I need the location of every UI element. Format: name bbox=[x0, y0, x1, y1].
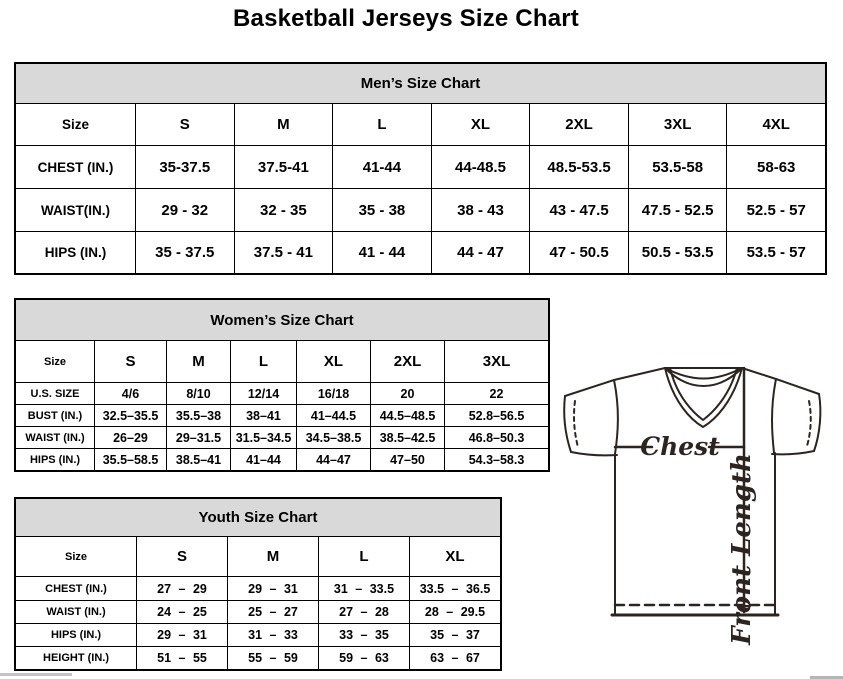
jersey-measurement-diagram bbox=[556, 354, 842, 654]
measurement-value-cell: 63 – 67 bbox=[410, 647, 500, 669]
measurement-value-cell: 47 - 50.5 bbox=[530, 232, 628, 273]
measurement-value-cell: 46.8–50.3 bbox=[445, 427, 548, 448]
measurement-value-cell: 44-48.5 bbox=[432, 146, 530, 188]
measurement-value-cell: 33.5 – 36.5 bbox=[410, 577, 500, 600]
measurement-value-cell: 32.5–35.5 bbox=[95, 405, 166, 426]
left-sleeve-stitch-dashed bbox=[574, 401, 578, 447]
measurement-value-cell: 29 – 31 bbox=[137, 624, 227, 646]
measurement-value-cell: 37.5 - 41 bbox=[235, 232, 333, 273]
measurement-value-cell: 58-63 bbox=[727, 146, 825, 188]
womens-table-grid bbox=[16, 341, 548, 470]
measurement-value-cell: 41-44 bbox=[333, 146, 431, 188]
size-column-header-cell: M bbox=[235, 104, 333, 145]
measurement-value-cell: 4/6 bbox=[95, 383, 166, 404]
page-title: Basketball Jerseys Size Chart bbox=[233, 5, 579, 32]
left-armhole-curve bbox=[614, 380, 618, 454]
womens-size-chart-table bbox=[14, 298, 550, 472]
collar-band-curve-2 bbox=[665, 368, 742, 386]
measurement-value-cell: 35.5–58.5 bbox=[95, 449, 166, 470]
size-column-header-cell: L bbox=[319, 537, 409, 576]
measurement-row-label-cell: HIPS (IN.) bbox=[16, 449, 94, 470]
measurement-value-cell: 34.5–38.5 bbox=[297, 427, 370, 448]
size-column-header-cell: 4XL bbox=[727, 104, 825, 145]
measurement-value-cell: 43 - 47.5 bbox=[530, 189, 628, 231]
measurement-value-cell: 8/10 bbox=[167, 383, 230, 404]
measurement-value-cell: 41–44.5 bbox=[297, 405, 370, 426]
measurement-value-cell: 26–29 bbox=[95, 427, 166, 448]
womens-table-header: Women’s Size Chart bbox=[16, 300, 548, 341]
measurement-value-cell: 47–50 bbox=[371, 449, 444, 470]
right-shoulder-line bbox=[742, 368, 819, 394]
size-column-header-cell: M bbox=[228, 537, 318, 576]
size-column-header-cell: S bbox=[137, 537, 227, 576]
measurement-value-cell: 20 bbox=[371, 383, 444, 404]
youth-size-chart-table bbox=[14, 497, 502, 671]
measurement-value-cell: 53.5-58 bbox=[629, 146, 727, 188]
measurement-value-cell: 29 - 32 bbox=[136, 189, 234, 231]
measurement-row-label-cell: WAIST (IN.) bbox=[16, 601, 136, 623]
measurement-row-label-cell: HIPS (IN.) bbox=[16, 232, 135, 273]
measurement-row-label-cell: U.S. SIZE bbox=[16, 383, 94, 404]
measurement-value-cell: 41–44 bbox=[231, 449, 296, 470]
measurement-value-cell: 22 bbox=[445, 383, 548, 404]
size-column-header-cell: S bbox=[95, 341, 166, 382]
measurement-value-cell: 28 – 29.5 bbox=[410, 601, 500, 623]
measurement-value-cell: 35 - 38 bbox=[333, 189, 431, 231]
measurement-value-cell: 27 – 28 bbox=[319, 601, 409, 623]
measurement-value-cell: 41 - 44 bbox=[333, 232, 431, 273]
measurement-value-cell: 37.5-41 bbox=[235, 146, 333, 188]
right-sleeve-stitch-dashed bbox=[807, 401, 811, 446]
measurement-value-cell: 12/14 bbox=[231, 383, 296, 404]
right-sleeve-outer-edge bbox=[814, 394, 820, 451]
size-column-header-cell: 3XL bbox=[629, 104, 727, 145]
measurement-value-cell: 38.5–41 bbox=[167, 449, 230, 470]
measurement-value-cell: 29–31.5 bbox=[167, 427, 230, 448]
measurement-row-label-cell: CHEST (IN.) bbox=[16, 146, 135, 188]
size-corner-cell: Size bbox=[16, 341, 94, 382]
youth-table-grid bbox=[16, 537, 500, 669]
measurement-value-cell: 24 – 25 bbox=[137, 601, 227, 623]
scrollbar-fragment-left[interactable] bbox=[0, 673, 72, 676]
measurement-row-label-cell: WAIST (IN.) bbox=[16, 427, 94, 448]
measurement-value-cell: 59 – 63 bbox=[319, 647, 409, 669]
right-armhole-curve bbox=[772, 379, 776, 453]
measurement-value-cell: 53.5 - 57 bbox=[727, 232, 825, 273]
size-corner-cell: Size bbox=[16, 537, 136, 576]
measurement-value-cell: 32 - 35 bbox=[235, 189, 333, 231]
measurement-value-cell: 31.5–34.5 bbox=[231, 427, 296, 448]
measurement-value-cell: 35.5–38 bbox=[167, 405, 230, 426]
measurement-value-cell: 33 – 35 bbox=[319, 624, 409, 646]
measurement-value-cell: 44–47 bbox=[297, 449, 370, 470]
size-column-header-cell: L bbox=[333, 104, 431, 145]
right-sleeve-hem bbox=[772, 451, 814, 454]
measurement-row-label-cell: CHEST (IN.) bbox=[16, 577, 136, 600]
measurement-value-cell: 27 – 29 bbox=[137, 577, 227, 600]
measurement-value-cell: 52.8–56.5 bbox=[445, 405, 548, 426]
mens-size-chart-table bbox=[14, 62, 827, 275]
jersey-outline-drawing bbox=[556, 354, 842, 654]
size-column-header-cell: 2XL bbox=[371, 341, 444, 382]
measurement-value-cell: 44 - 47 bbox=[432, 232, 530, 273]
size-column-header-cell: S bbox=[136, 104, 234, 145]
measurement-row-label-cell: WAIST(IN.) bbox=[16, 189, 135, 231]
size-column-header-cell: 3XL bbox=[445, 341, 548, 382]
measurement-value-cell: 38–41 bbox=[231, 405, 296, 426]
measurement-value-cell: 31 – 33.5 bbox=[319, 577, 409, 600]
measurement-value-cell: 44.5–48.5 bbox=[371, 405, 444, 426]
measurement-value-cell: 25 – 27 bbox=[228, 601, 318, 623]
measurement-value-cell: 38.5–42.5 bbox=[371, 427, 444, 448]
mens-table-grid bbox=[16, 104, 825, 273]
measurement-value-cell: 51 – 55 bbox=[137, 647, 227, 669]
chest-label: Chest bbox=[640, 432, 720, 461]
measurement-value-cell: 35 - 37.5 bbox=[136, 232, 234, 273]
measurement-value-cell: 31 – 33 bbox=[228, 624, 318, 646]
measurement-value-cell: 16/18 bbox=[297, 383, 370, 404]
measurement-row-label-cell: BUST (IN.) bbox=[16, 405, 94, 426]
measurement-value-cell: 35 – 37 bbox=[410, 624, 500, 646]
left-sleeve-hem bbox=[571, 452, 617, 455]
front-length-label: Front Length bbox=[727, 453, 757, 645]
measurement-row-label-cell: HEIGHT (IN.) bbox=[16, 647, 136, 669]
measurement-value-cell: 55 – 59 bbox=[228, 647, 318, 669]
measurement-value-cell: 52.5 - 57 bbox=[727, 189, 825, 231]
size-corner-cell: Size bbox=[16, 104, 135, 145]
measurement-value-cell: 47.5 - 52.5 bbox=[629, 189, 727, 231]
youth-table-header: Youth Size Chart bbox=[16, 499, 500, 537]
size-column-header-cell: XL bbox=[432, 104, 530, 145]
size-column-header-cell: L bbox=[231, 341, 296, 382]
size-column-header-cell: XL bbox=[410, 537, 500, 576]
measurement-value-cell: 38 - 43 bbox=[432, 189, 530, 231]
measurement-value-cell: 48.5-53.5 bbox=[530, 146, 628, 188]
size-column-header-cell: M bbox=[167, 341, 230, 382]
left-sleeve-outer-edge bbox=[564, 396, 571, 452]
size-column-header-cell: XL bbox=[297, 341, 370, 382]
mens-table-header: Men’s Size Chart bbox=[16, 64, 825, 104]
measurement-value-cell: 35-37.5 bbox=[136, 146, 234, 188]
measurement-value-cell: 50.5 - 53.5 bbox=[629, 232, 727, 273]
measurement-value-cell: 29 – 31 bbox=[228, 577, 318, 600]
size-column-header-cell: 2XL bbox=[530, 104, 628, 145]
vneck-inner-line bbox=[670, 368, 737, 420]
measurement-value-cell: 54.3–58.3 bbox=[445, 449, 548, 470]
measurement-row-label-cell: HIPS (IN.) bbox=[16, 624, 136, 646]
